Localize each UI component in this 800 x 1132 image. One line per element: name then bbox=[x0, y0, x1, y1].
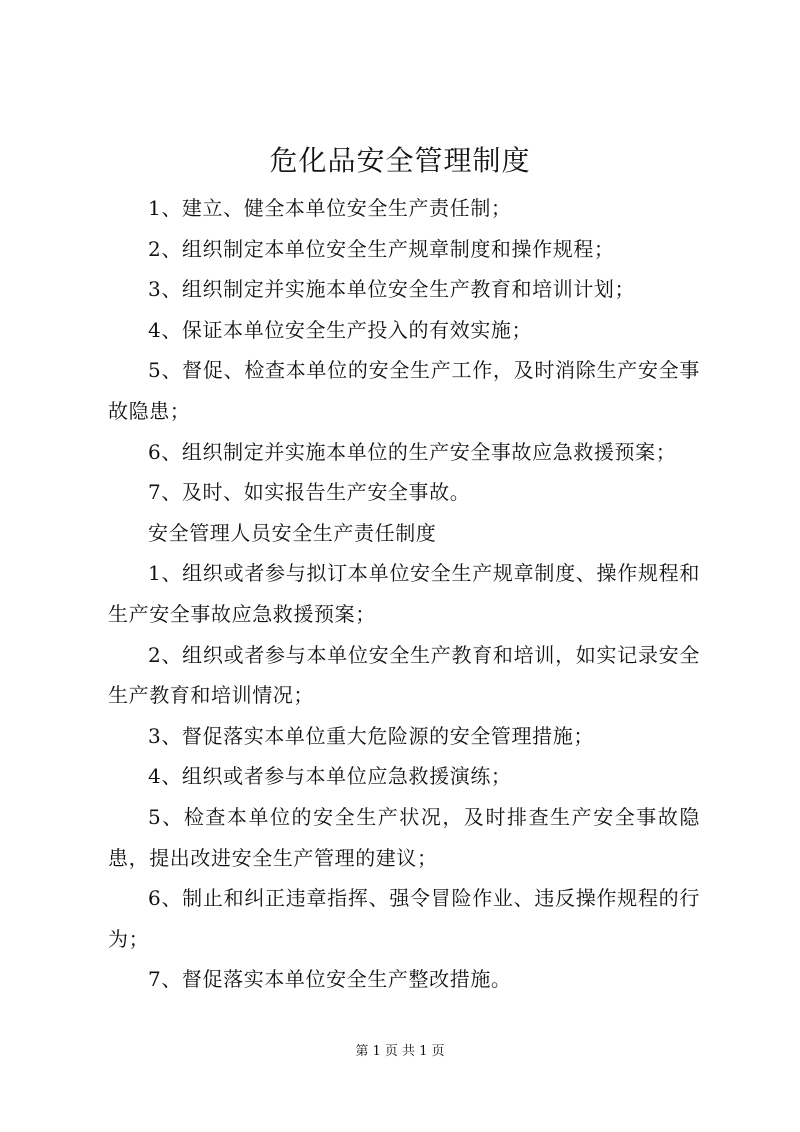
page-number-footer: 第 1 页 共 1 页 bbox=[355, 1044, 445, 1059]
paragraph-manager-duty-1: 1、组织或者参与拟订本单位安全生产规章制度、操作规程和生产安全事故应急救援预案； bbox=[108, 561, 700, 626]
paragraph-duty-5: 5、督促、检查本单位的安全生产工作，及时消除生产安全事故隐患； bbox=[108, 358, 700, 423]
paragraph-duty-6: 6、组织制定并实施本单位的生产安全事故应急救援预案； bbox=[148, 439, 677, 464]
section-heading: 安全管理人员安全生产责任制度 bbox=[148, 520, 437, 545]
paragraph-duty-3: 3、组织制定并实施本单位安全生产教育和培训计划； bbox=[148, 277, 636, 302]
paragraph-manager-duty-4: 4、组织或者参与本单位应急救援演练； bbox=[148, 764, 512, 789]
paragraph-duty-7: 7、及时、如实报告生产安全事故。 bbox=[148, 480, 471, 505]
paragraph-manager-duty-2: 2、组织或者参与本单位安全生产教育和培训，如实记录安全生产教育和培训情况； bbox=[108, 642, 700, 708]
document-body bbox=[108, 188, 700, 1000]
paragraph-manager-duty-5: 5、检查本单位的安全生产状况，及时排查生产安全事故隐患，提出改进安全生产管理的建议； bbox=[108, 804, 700, 870]
paragraph-duty-4: 4、保证本单位安全生产投入的有效实施； bbox=[148, 317, 533, 342]
paragraph-manager-duty-7: 7、督促落实本单位安全生产整改措施。 bbox=[148, 967, 512, 992]
paragraph-duty-1: 1、建立、健全本单位安全生产责任制； bbox=[148, 196, 512, 220]
paragraph-duty-2: 2、组织制定本单位安全生产规章制度和操作规程； bbox=[148, 236, 615, 261]
paragraph-manager-duty-6: 6、制止和纠正违章指挥、强令冒险作业、违反操作规程的行为； bbox=[108, 886, 700, 951]
document-title: 危化品安全管理制度 bbox=[269, 144, 531, 177]
paragraph-manager-duty-3: 3、督促落实本单位重大危险源的安全管理措施； bbox=[148, 723, 594, 748]
